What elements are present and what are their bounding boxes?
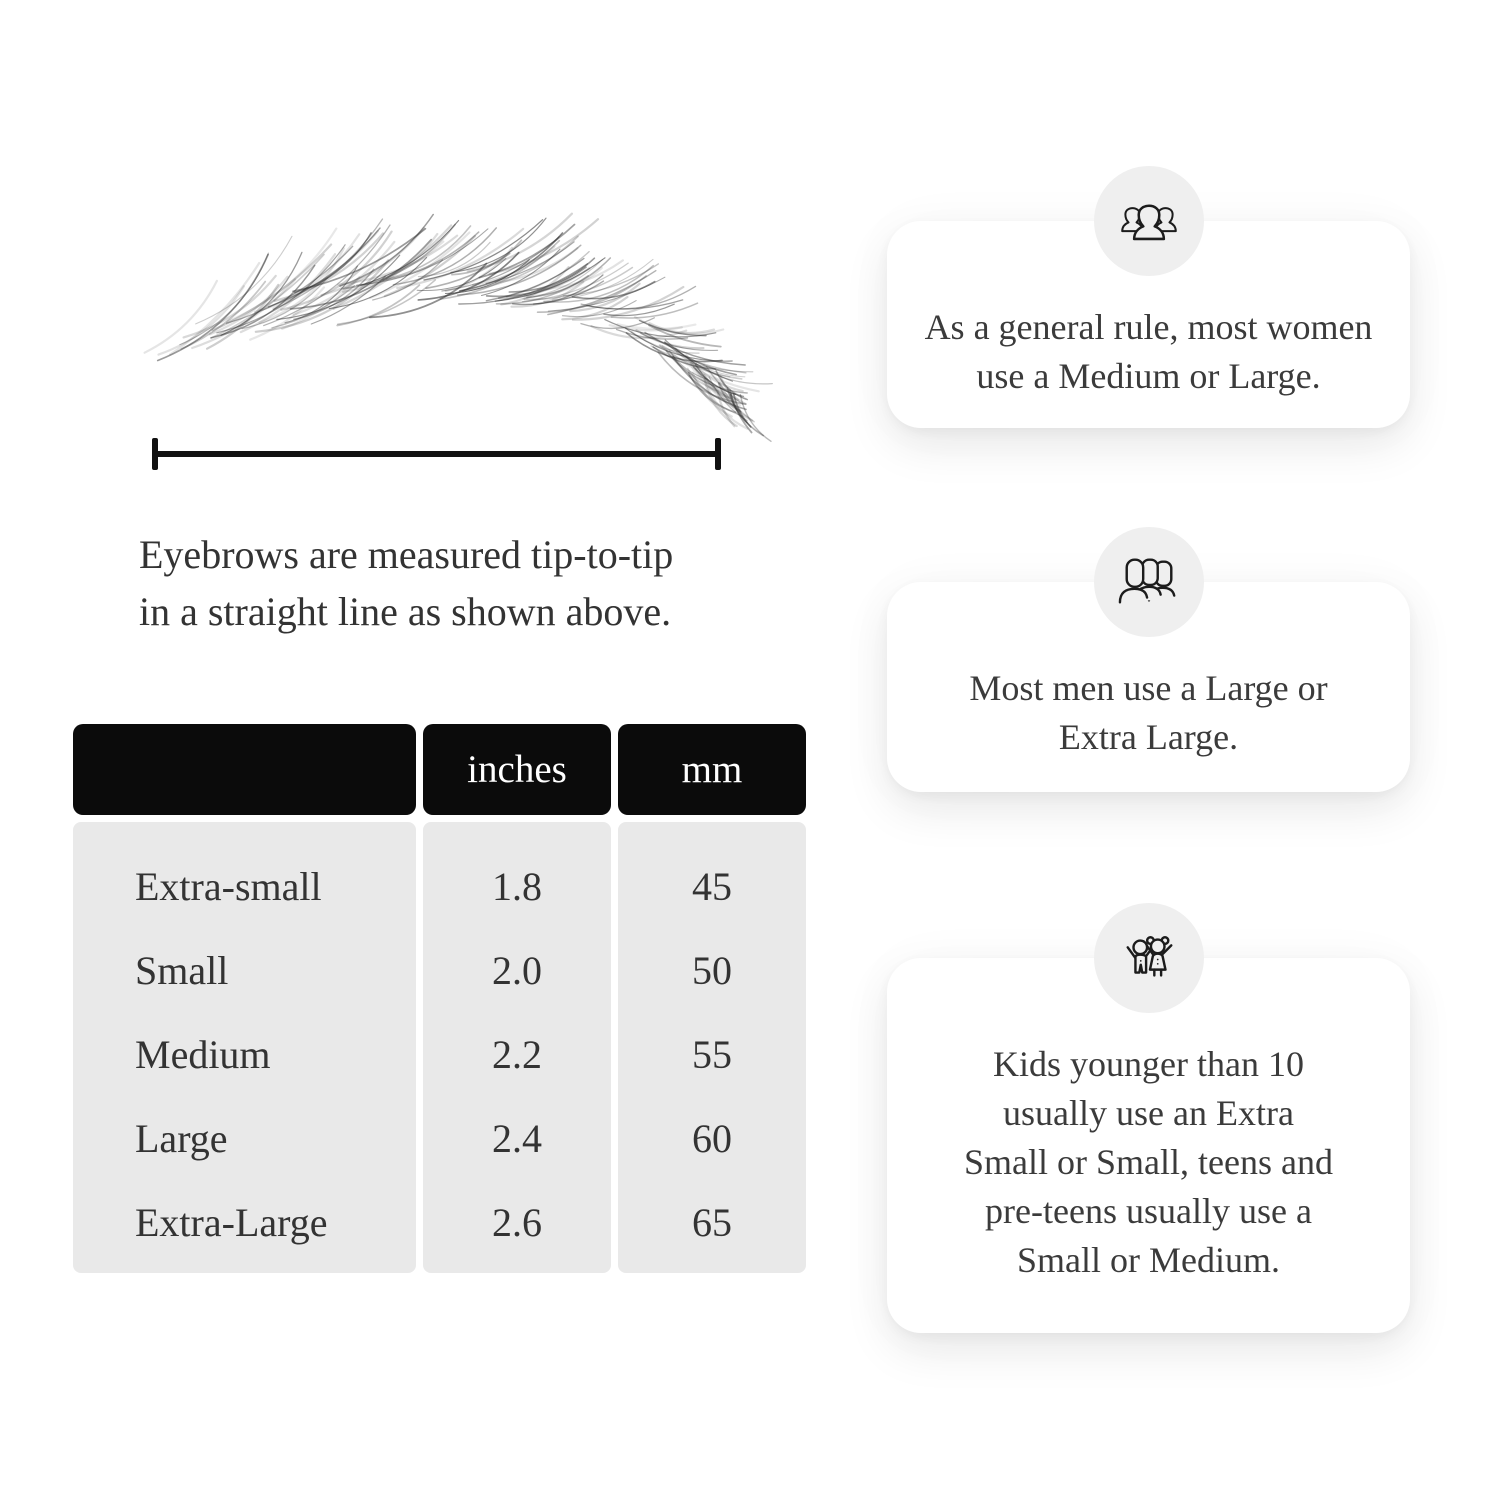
ruler-bar <box>158 451 715 457</box>
eyebrow-illustration <box>120 248 760 423</box>
measurement-caption <box>139 526 673 640</box>
header-cell-size <box>73 724 416 815</box>
card-men <box>887 582 1410 792</box>
measurement-line <box>152 438 721 470</box>
inches-value: 1.8 <box>492 863 542 909</box>
mm-value: 50 <box>692 947 732 993</box>
card-text-line: Small or Medium. <box>1017 1240 1280 1280</box>
kids-icon-circle <box>1094 903 1204 1013</box>
men-icon <box>1118 551 1180 613</box>
men-icon-circle <box>1094 527 1204 637</box>
inches-value: 2.6 <box>492 1199 542 1245</box>
card-text-line: As a general rule, most women <box>924 307 1373 347</box>
column-mm <box>618 822 806 1273</box>
card-kids <box>887 958 1410 1333</box>
inches-value: 2.2 <box>492 1031 542 1077</box>
card-text-line: use a Medium or Large. <box>976 356 1321 396</box>
size-table-header <box>73 724 806 815</box>
size-table <box>73 724 806 1273</box>
card-text-line: Most men use a Large or <box>969 668 1328 708</box>
column-size-labels <box>73 822 416 1273</box>
caption-line: in a straight line as shown above. <box>139 589 672 634</box>
caption-line: Eyebrows are measured tip-to-tip <box>139 532 674 577</box>
card-text-line: Small or Small, teens and <box>964 1142 1333 1182</box>
size-label: Medium <box>135 1031 271 1077</box>
header-cell-inches: inches <box>423 724 611 815</box>
card-text-line: pre-teens usually use a <box>985 1191 1312 1231</box>
ruler-right-tick <box>715 438 721 470</box>
women-icon <box>1118 190 1180 252</box>
inches-value: 2.0 <box>492 947 542 993</box>
mm-value: 60 <box>692 1115 732 1161</box>
mm-value: 55 <box>692 1031 732 1077</box>
inches-value: 2.4 <box>492 1115 542 1161</box>
card-text-line: Extra Large. <box>1058 717 1239 757</box>
size-label: Large <box>135 1115 228 1161</box>
card-women <box>887 221 1410 428</box>
kids-icon <box>1118 927 1180 989</box>
header-cell-mm: mm <box>618 724 806 815</box>
size-label: Extra-small <box>135 863 322 909</box>
column-inches <box>423 822 611 1273</box>
card-text-line: Kids younger than 10 <box>993 1044 1304 1084</box>
mm-value: 45 <box>692 863 732 909</box>
size-table-body <box>73 822 806 1273</box>
card-text-line: usually use an Extra <box>1003 1093 1294 1133</box>
size-label: Small <box>135 947 229 993</box>
size-label: Extra-Large <box>135 1199 328 1245</box>
mm-value: 65 <box>692 1199 732 1245</box>
women-icon-circle <box>1094 166 1204 276</box>
